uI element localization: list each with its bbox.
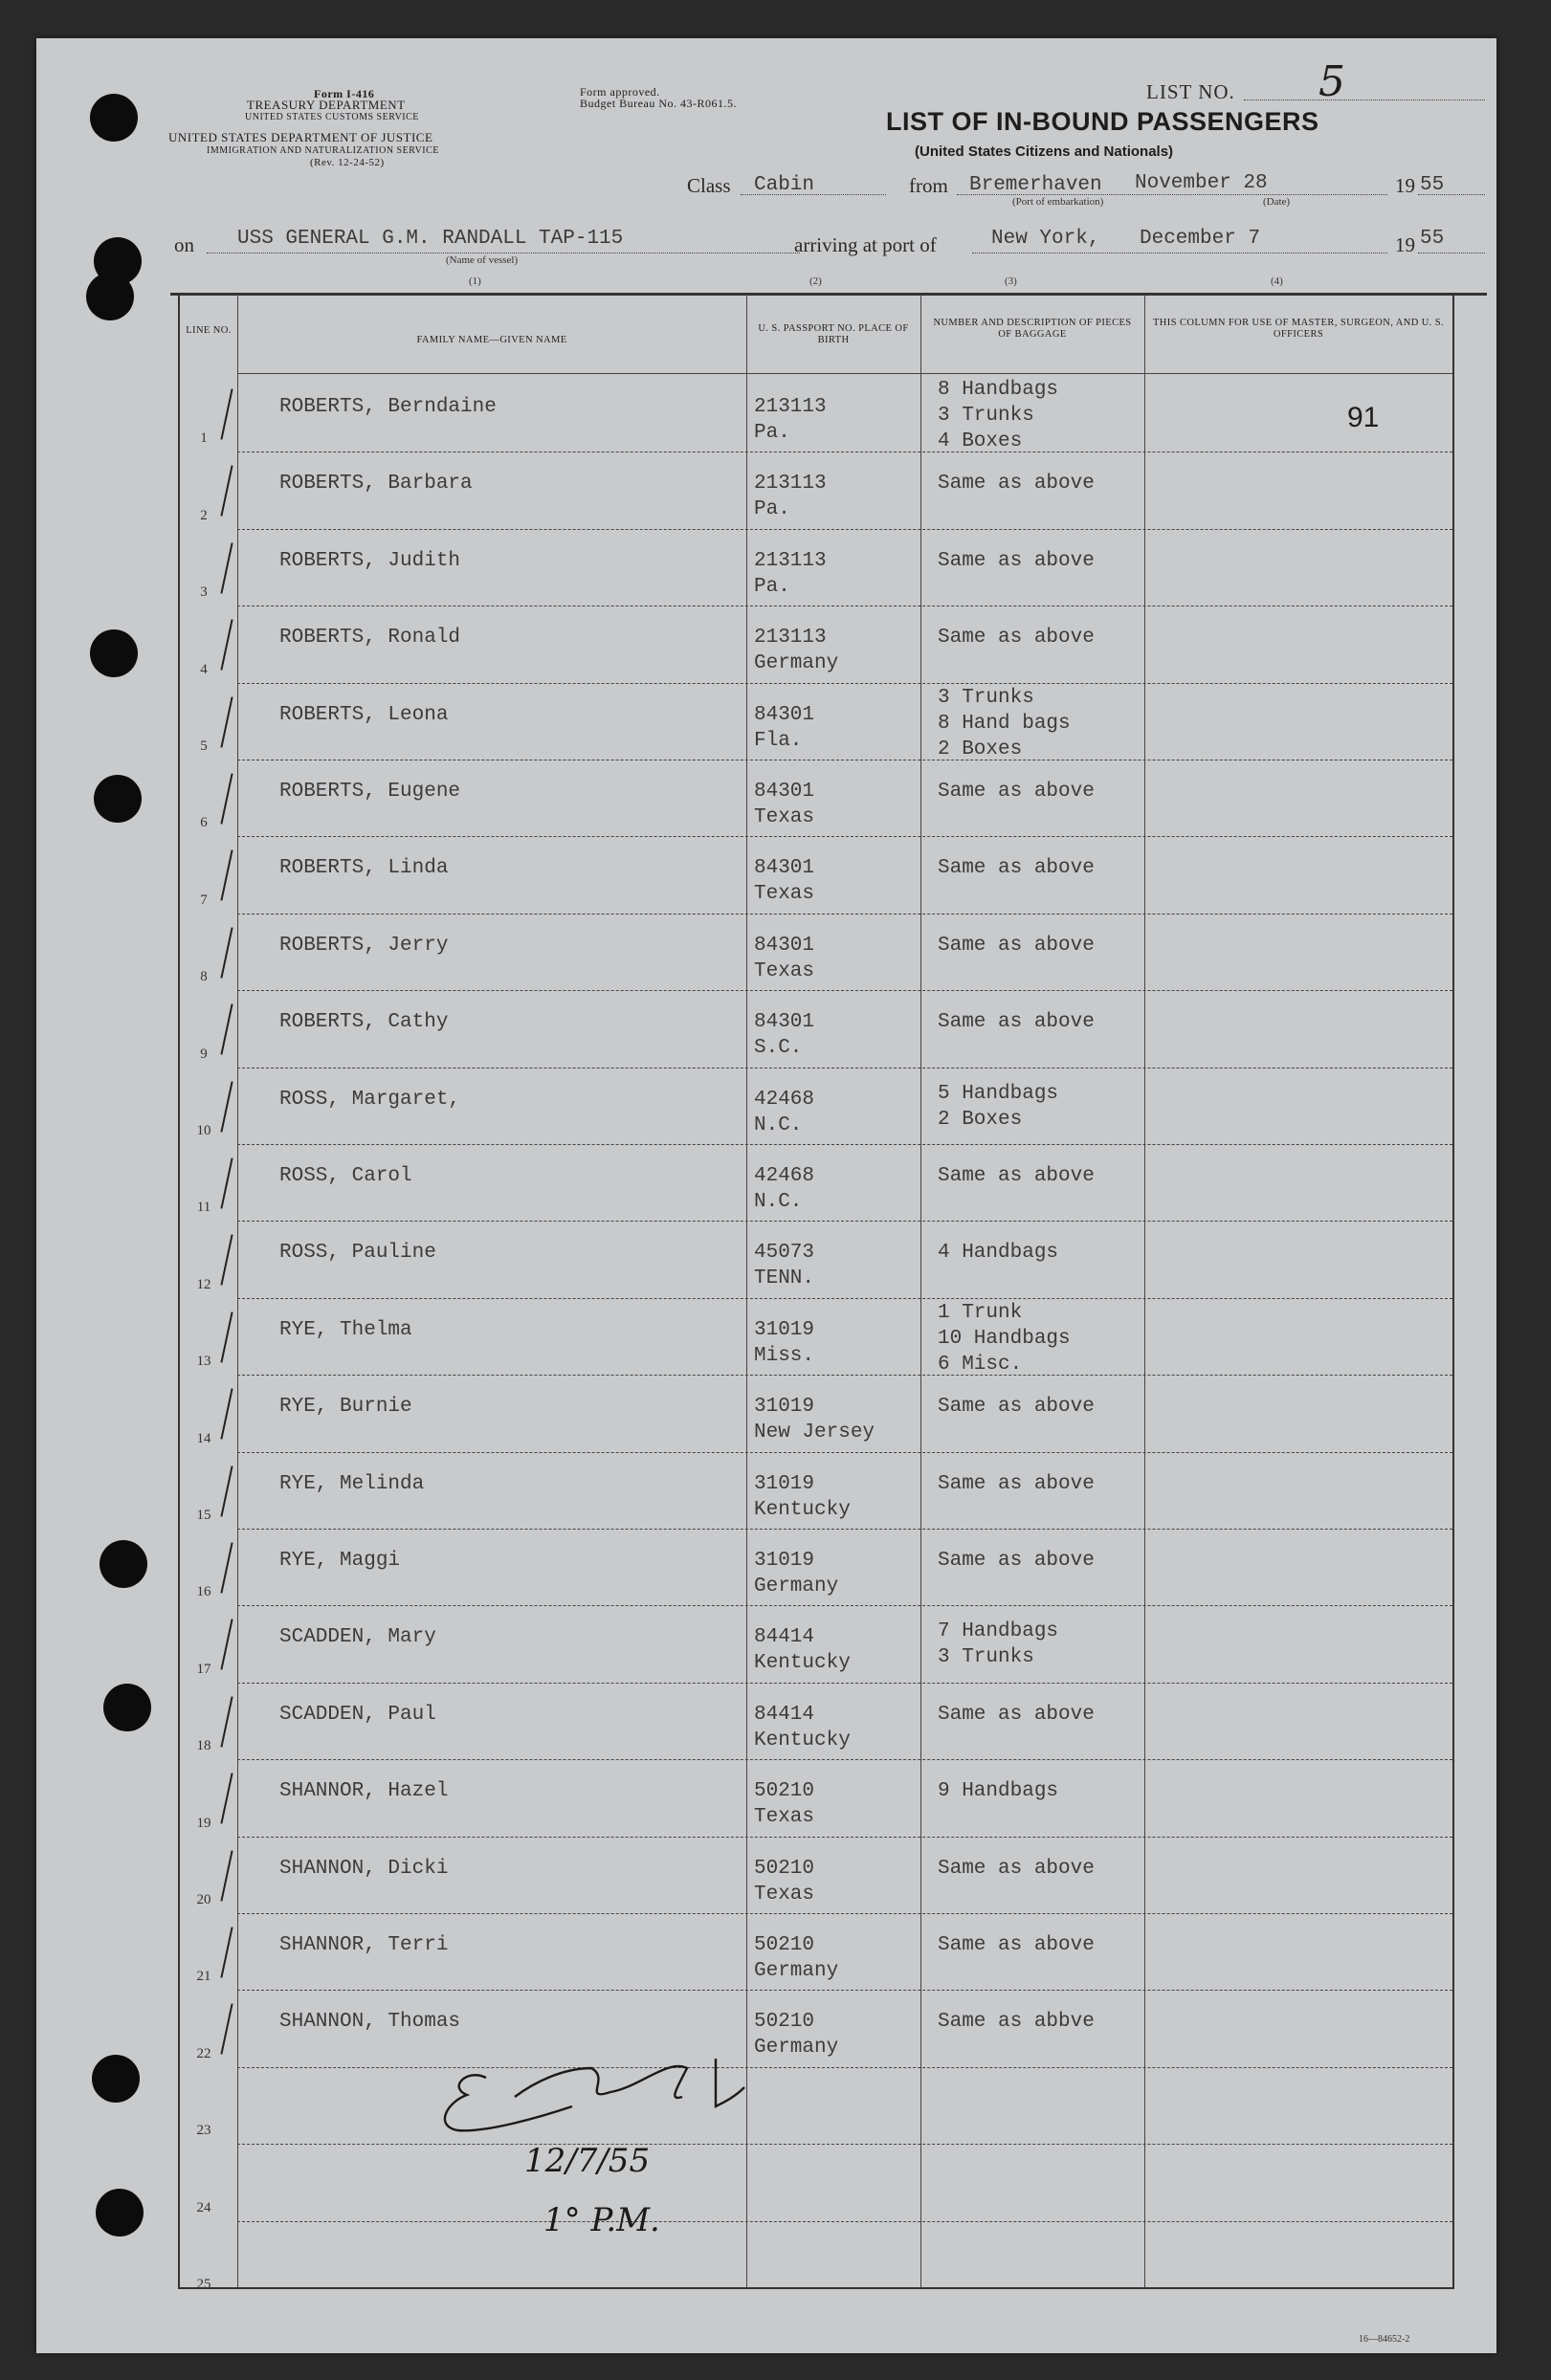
passenger-name: ROSS, Margaret, [279,1088,461,1111]
row-rule [237,1837,1452,1838]
row-rule [237,836,1452,837]
passport-number: 213113 [754,627,827,650]
officer-note: 91 [1347,402,1380,433]
passport-number: 84301 [754,781,815,803]
line-number: 10 [196,1123,211,1138]
passport-number: 31019 [754,1472,815,1495]
line-number: 21 [196,1969,211,1985]
column-number-4: (4) [1271,275,1283,287]
baggage-item: 3 Trunks [938,686,1034,709]
place-of-birth: Kentucky [754,1729,851,1752]
column-number-3: (3) [1005,275,1017,287]
column-number-2: (2) [809,275,822,287]
passenger-name: ROSS, Pauline [279,1242,436,1265]
row-rule [237,1068,1452,1069]
row-rule [237,1529,1452,1530]
passport-number: 84301 [754,703,815,726]
year-prefix-1: 19 [1395,174,1415,197]
customs-service: UNITED STATES CUSTOMS SERVICE [245,112,419,122]
passport-number: 84414 [754,1626,815,1649]
budget-bureau: Budget Bureau No. 43-R061.5. [580,97,737,110]
baggage-item: Same as abbve [938,2011,1095,2034]
passport-number: 50210 [754,1934,815,1956]
passport-number: 84301 [754,1011,815,1034]
baggage-item: 2 Boxes [938,738,1023,760]
embark-year: 55 [1420,174,1445,196]
passenger-name: SCADDEN, Mary [279,1626,436,1649]
baggage-item: Same as above [938,1165,1095,1187]
place-of-birth: Fla. [754,729,803,752]
punch-hole [86,273,134,320]
line-number: 11 [196,1200,211,1216]
signature-date: 12/7/55 [524,2142,651,2180]
passport-number: 213113 [754,396,827,418]
place-of-birth: Texas [754,1806,815,1829]
line-number: 7 [200,892,208,908]
treasury-dept: TREASURY DEPARTMENT [247,98,406,112]
baggage-item: 8 Hand bags [938,712,1071,735]
place-of-birth: TENN. [754,1267,815,1290]
baggage-item: 6 Misc. [938,1353,1023,1376]
row-rule [237,529,1452,530]
punch-hole [90,94,138,142]
class-value: Cabin [754,174,815,196]
line-number: 22 [196,2045,211,2061]
officer-signature [429,2049,773,2259]
passenger-name: ROBERTS, Barbara [279,473,473,496]
place-of-birth: Germany [754,1960,839,1982]
place-of-birth: Kentucky [754,1498,851,1521]
place-of-birth: Germany [754,1576,839,1598]
passport-number: 31019 [754,1550,815,1572]
row-rule [237,1913,1452,1914]
passport-number: 42468 [754,1088,815,1111]
row-rule [237,2067,1452,2068]
column-number-1: (1) [469,275,481,287]
place-of-birth: New Jersey [754,1421,875,1444]
signature-time: 1° P.M. [543,2201,660,2239]
baggage-item: Same as above [938,473,1095,496]
baggage-item: Same as above [938,1934,1095,1956]
header-passport: U. S. PASSPORT NO. PLACE OF BIRTH [758,323,909,345]
passenger-name: SHANNOR, Terri [279,1934,449,1956]
place-of-birth: Texas [754,959,815,982]
port-of-embarkation: Bremerhaven [969,174,1102,196]
row-rule [237,1759,1452,1760]
revision: (Rev. 12-24-52) [310,157,385,168]
baggage-item: 3 Trunks [938,1646,1034,1669]
header-officers: THIS COLUMN FOR USE OF MASTER, SURGEON, AND U. S. OFFICERS [1152,318,1444,340]
arriving-label: arriving at port of [794,233,937,256]
passenger-name: ROBERTS, Eugene [279,781,461,803]
baggage-item: Same as above [938,1396,1095,1419]
passenger-name: RYE, Thelma [279,1318,412,1341]
place-of-birth: Pa. [754,498,790,521]
header-name: FAMILY NAME—GIVEN NAME [416,335,567,345]
passenger-name: SHANNON, Thomas [279,2011,461,2034]
row-rule [237,1990,1452,1991]
list-no-label: LIST NO. [1146,80,1235,103]
line-number: 2 [200,507,208,523]
passenger-name: RYE, Melinda [279,1472,425,1495]
passenger-name: ROBERTS, Leona [279,703,449,726]
col-divider [746,295,747,2287]
baggage-item: 10 Handbags [938,1327,1071,1350]
punch-hole [100,1540,147,1588]
page-title: LIST OF IN-BOUND PASSENGERS [886,107,1319,136]
place-of-birth: Kentucky [754,1652,851,1675]
ins-service: IMMIGRATION AND NATURALIZATION SERVICE [207,145,439,156]
line-number: 13 [196,1354,211,1370]
row-rule [237,2144,1452,2145]
baggage-item: Same as above [938,1857,1095,1880]
passenger-name: ROSS, Carol [279,1165,412,1187]
line-number: 20 [196,1892,211,1907]
baggage-item: Same as above [938,549,1095,572]
vessel-caption: (Name of vessel) [446,254,519,266]
arrival-year: 55 [1420,228,1445,250]
line-number: 8 [200,969,208,985]
baggage-item: 3 Trunks [938,405,1034,427]
row-rule [237,990,1452,991]
date-caption: (Date) [1263,196,1291,208]
baggage-item: 9 Handbags [938,1780,1059,1803]
line-number: 23 [196,2123,211,2139]
place-of-birth: Texas [754,1883,815,1906]
place-of-birth: S.C. [754,1037,803,1060]
passport-number: 50210 [754,1857,815,1880]
row-rule [237,1375,1452,1376]
passenger-name: RYE, Burnie [279,1396,412,1419]
punch-hole [103,1684,151,1731]
line-number: 19 [196,1815,211,1831]
row-rule [237,1144,1452,1145]
passenger-name: ROBERTS, Cathy [279,1011,449,1034]
row-rule [237,1452,1452,1453]
row-rule [237,1683,1452,1684]
baggage-item: Same as above [938,934,1095,957]
passport-number: 45073 [754,1242,815,1265]
line-number: 15 [196,1508,211,1523]
baggage-item: 5 Handbags [938,1082,1059,1105]
baggage-item: 7 Handbags [938,1620,1059,1643]
row-rule [237,1298,1452,1299]
on-label: on [174,233,194,256]
baggage-item: Same as above [938,1703,1095,1726]
punch-hole [92,2055,140,2103]
row-rule [237,1605,1452,1606]
passenger-name: SCADDEN, Paul [279,1703,436,1726]
baggage-item: 1 Trunk [938,1301,1023,1324]
header-line-no: LINE NO. [186,325,232,336]
line-number: 4 [200,661,208,677]
line-number: 17 [196,1661,211,1677]
baggage-item: Same as above [938,781,1095,803]
embarkation-date: November 28 [1135,172,1268,194]
justice-dept: UNITED STATES DEPARTMENT OF JUSTICE [168,130,433,144]
line-number: 16 [196,1584,211,1600]
passport-number: 84301 [754,857,815,880]
baggage-item: 4 Handbags [938,1242,1059,1265]
line-number: 25 [196,2277,211,2292]
baggage-item: Same as above [938,1550,1095,1572]
place-of-birth: Germany [754,2037,839,2060]
passport-number: 50210 [754,2011,815,2034]
place-of-birth: Miss. [754,1344,815,1367]
place-of-birth: Texas [754,806,815,828]
baggage-item: Same as above [938,857,1095,880]
passenger-name: ROBERTS, Jerry [279,934,449,957]
from-label: from [909,174,948,197]
row-rule [237,1221,1452,1222]
passenger-table [178,293,1454,2292]
passport-number: 213113 [754,473,827,496]
header-rule [237,373,1452,374]
passenger-name: ROBERTS, Judith [279,549,461,572]
punch-hole [90,629,138,677]
col-divider [1144,295,1145,2287]
passport-number: 42468 [754,1165,815,1187]
year-prefix-2: 19 [1395,233,1415,256]
baggage-item: 2 Boxes [938,1108,1023,1131]
place-of-birth: N.C. [754,1113,803,1136]
place-of-birth: N.C. [754,1191,803,1213]
place-of-birth: Pa. [754,422,790,444]
line-number: 24 [196,2199,211,2215]
line-number: 6 [200,815,208,831]
passport-number: 213113 [754,549,827,572]
form-number: Form I-416 [314,87,375,100]
page-subtitle: (United States Citizens and Nationals) [915,143,1174,160]
place-of-birth: Texas [754,883,815,906]
line-number: 5 [200,738,208,754]
arrival-date: December 7 [1140,228,1261,250]
passenger-name: ROBERTS, Ronald [279,627,461,650]
passport-number: 84301 [754,934,815,957]
baggage-item: Same as above [938,1011,1095,1034]
line-number: 9 [200,1046,208,1062]
col-divider [237,295,238,2287]
header-baggage: NUMBER AND DESCRIPTION OF PIECES OF BAGGAGE [933,318,1132,340]
footer-code: 16—84652-2 [1359,2334,1410,2345]
line-number: 1 [200,430,208,447]
col-divider [920,295,921,2287]
passenger-name: SHANNON, Dicki [279,1857,449,1880]
line-number: 3 [200,584,208,601]
passport-number: 31019 [754,1396,815,1419]
passport-number: 31019 [754,1318,815,1341]
baggage-item: 4 Boxes [938,430,1023,452]
baggage-item: 8 Handbags [938,379,1059,401]
vessel-name: USS GENERAL G.M. RANDALL TAP-115 [237,228,624,250]
class-label: Class [687,174,731,197]
row-rule [237,683,1452,684]
punch-hole [96,2189,144,2237]
punch-hole [94,775,142,823]
passenger-name: RYE, Maggi [279,1550,401,1572]
passenger-name: SHANNOR, Hazel [279,1780,449,1803]
passenger-name: ROBERTS, Linda [279,857,449,880]
baggage-item: Same as above [938,627,1095,650]
place-of-birth: Pa. [754,575,790,598]
row-rule [237,914,1452,915]
line-number: 12 [196,1276,211,1292]
passenger-name: ROBERTS, Berndaine [279,396,497,418]
list-no-value: 5 [1318,57,1345,106]
line-number: 14 [196,1430,211,1446]
place-of-birth: Germany [754,652,839,675]
line-number: 18 [196,1738,211,1754]
port-embark-caption: (Port of embarkation) [1012,196,1104,208]
form-approved: Form approved. [580,85,660,99]
list-no-line [1244,99,1485,100]
baggage-item: Same as above [938,1472,1095,1495]
row-rule [237,2221,1452,2222]
passport-number: 84414 [754,1703,815,1726]
passport-number: 50210 [754,1780,815,1803]
arrival-port: New York, [991,228,1100,250]
